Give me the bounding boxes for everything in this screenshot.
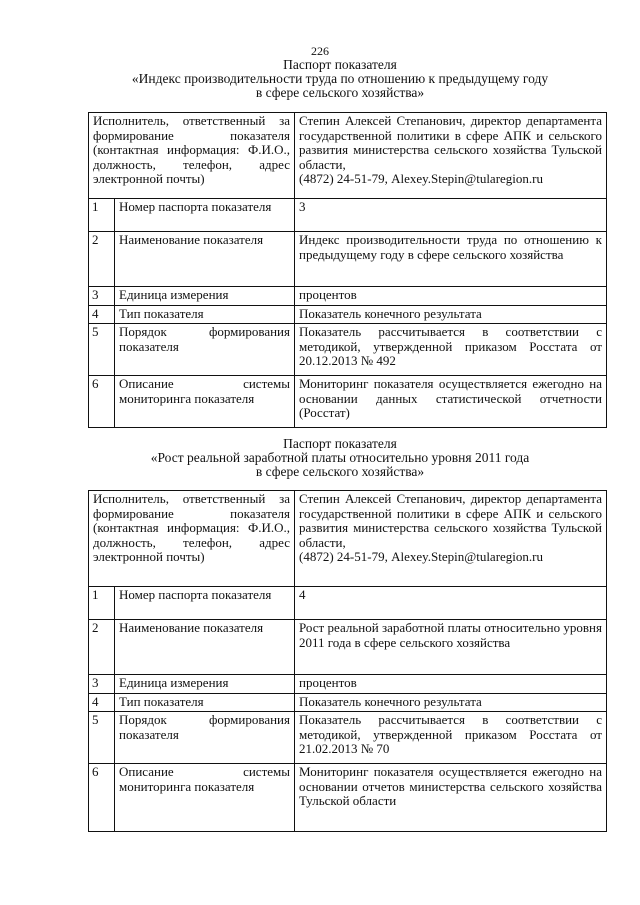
executor-label: Исполнитель, ответственный за формирование показателя (контактная информация: Ф.И.О., должность, телефон, адрес электронной почты) — [89, 113, 295, 199]
row-value: Показатель конечного результата — [295, 693, 607, 712]
passport-heading-line: «Рост реальной заработной платы относительно уровня 2011 года — [150, 450, 530, 465]
passport-heading — [60, 437, 620, 479]
row-number: 6 — [89, 764, 115, 832]
table-row — [89, 764, 607, 832]
row-value: Индекс производительности труда по отношению к предыдущему году в сфере сельского хозяйства — [295, 232, 607, 287]
row-number: 4 — [89, 305, 115, 324]
row-label: Порядок формирования показателя — [115, 712, 295, 764]
row-label: Номер паспорта показателя — [115, 587, 295, 620]
row-value: Показатель рассчитывается в соответствии с методикой, утвержденной приказом Росстата от 21.02.2013 № 70 — [295, 712, 607, 764]
row-value: Рост реальной заработной платы относительно уровня 2011 года в сфере сельского хозяйства — [295, 620, 607, 675]
page-number: 226 — [311, 44, 329, 58]
row-number: 3 — [89, 675, 115, 694]
table-row — [89, 620, 607, 675]
table-row — [89, 376, 607, 428]
executor-name: Степин Алексей Степанович, директор департамента государственной политики в сфере АПК и сельского развития министерства сельского хозяйства Тульской области, — [299, 491, 602, 550]
executor-row — [89, 113, 607, 199]
row-value: Показатель рассчитывается в соответствии с методикой, утвержденной приказом Росстата от 20.12.2013 № 492 — [295, 324, 607, 376]
row-label: Описание системы мониторинга показателя — [115, 376, 295, 428]
row-number: 3 — [89, 287, 115, 306]
row-value: процентов — [295, 287, 607, 306]
row-label: Номер паспорта показателя — [115, 199, 295, 232]
executor-label: Исполнитель, ответственный за формирование показателя (контактная информация: Ф.И.О., должность, телефон, адрес электронной почты) — [89, 491, 295, 587]
row-value: Показатель конечного результата — [295, 305, 607, 324]
passport-heading-line: в сфере сельского хозяйства» — [255, 85, 425, 100]
row-number: 4 — [89, 693, 115, 712]
passport-heading-line: «Индекс производительности труда по отношению к предыдущему году — [131, 71, 549, 86]
executor-name: Степин Алексей Степанович, директор департамента государственной политики в сфере АПК и сельского развития министерства сельского хозяйства Тульской области, — [299, 113, 602, 172]
table-row — [89, 199, 607, 232]
executor-row — [89, 491, 607, 587]
row-number: 2 — [89, 232, 115, 287]
passport-heading-line: Паспорт показателя — [283, 57, 397, 72]
row-label: Наименование показателя — [115, 620, 295, 675]
row-label: Тип показателя — [115, 305, 295, 324]
row-value: 3 — [295, 199, 607, 232]
table-row — [89, 232, 607, 287]
row-label: Тип показателя — [115, 693, 295, 712]
row-value: 4 — [295, 587, 607, 620]
row-number: 2 — [89, 620, 115, 675]
row-label: Наименование показателя — [115, 232, 295, 287]
passport-heading — [60, 58, 620, 100]
row-number: 5 — [89, 324, 115, 376]
row-label: Единица измерения — [115, 287, 295, 306]
executor-value — [295, 113, 607, 199]
table-row — [89, 324, 607, 376]
table-row — [89, 305, 607, 324]
executor-contact: (4872) 24-51-79, Alexey.Stepin@tularegion.ru — [299, 171, 543, 186]
table-row — [89, 712, 607, 764]
row-number: 1 — [89, 587, 115, 620]
table-row — [89, 287, 607, 306]
row-label: Порядок формирования показателя — [115, 324, 295, 376]
row-label: Описание системы мониторинга показателя — [115, 764, 295, 832]
table-row — [89, 693, 607, 712]
row-value: процентов — [295, 675, 607, 694]
executor-contact: (4872) 24-51-79, Alexey.Stepin@tularegion.ru — [299, 549, 543, 564]
passport-heading-line: Паспорт показателя — [283, 436, 397, 451]
executor-value — [295, 491, 607, 587]
row-value: Мониторинг показателя осуществляется ежегодно на основании отчетов министерства сельского хозяйства Тульской области — [295, 764, 607, 832]
passport-table — [88, 112, 607, 428]
table-row — [89, 587, 607, 620]
passport-heading-line: в сфере сельского хозяйства» — [255, 464, 425, 479]
table-row — [89, 675, 607, 694]
row-number: 6 — [89, 376, 115, 428]
row-number: 5 — [89, 712, 115, 764]
passport-table — [88, 490, 607, 832]
row-label: Единица измерения — [115, 675, 295, 694]
row-number: 1 — [89, 199, 115, 232]
row-value: Мониторинг показателя осуществляется ежегодно на основании данных статистической отчетности (Росстат) — [295, 376, 607, 428]
